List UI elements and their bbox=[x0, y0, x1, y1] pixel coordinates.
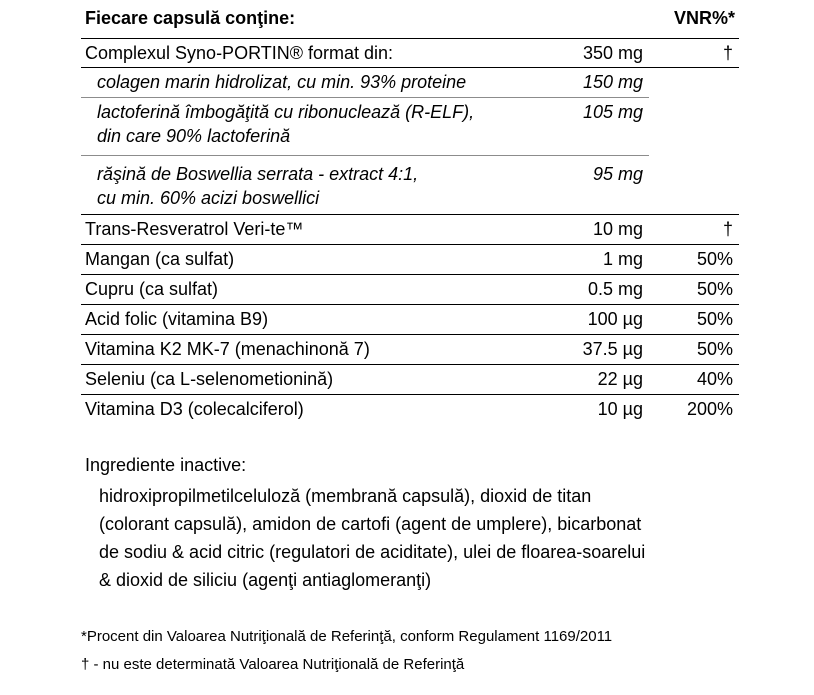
table-header-vnr: VNR%* bbox=[673, 8, 735, 28]
inactive-line: de sodiu & acid citric (regulatori de aciditate), ulei de floarea-soarelui bbox=[99, 542, 646, 562]
ingredient-amount: 10 mg bbox=[592, 219, 643, 239]
nutrition-table bbox=[81, 38, 739, 424]
ingredient-amount: 105 mg bbox=[582, 102, 643, 122]
ingredient-name: Vitamina D3 (colecalciferol) bbox=[85, 399, 304, 419]
table-row bbox=[81, 245, 739, 275]
ingredient-amount: 95 mg bbox=[592, 164, 643, 184]
inactive-line: (colorant capsulă), amidon de cartofi (agent de umplere), bicarbonat bbox=[99, 514, 642, 534]
ingredient-name-line: din care 90% lactoferină bbox=[97, 126, 291, 146]
table-row bbox=[81, 68, 649, 98]
ingredient-amount: 150 mg bbox=[582, 72, 643, 92]
table-row bbox=[81, 39, 739, 68]
ingredient-vnr: 200% bbox=[686, 399, 733, 419]
table-header-title: Fiecare capsulă conţine: bbox=[85, 8, 296, 28]
table-row bbox=[81, 215, 739, 245]
ingredient-amount: 100 µg bbox=[587, 309, 643, 329]
table-row bbox=[81, 365, 739, 395]
table-row bbox=[81, 395, 739, 424]
ingredient-amount: 22 µg bbox=[597, 369, 643, 389]
ingredient-name-line: răşină de Boswellia serrata - extract 4:1, bbox=[97, 164, 419, 184]
ingredient-amount: 10 µg bbox=[597, 399, 643, 419]
ingredient-name-line: lactoferină îmbogăţită cu ribonuclează (R-ELF), bbox=[97, 102, 475, 122]
ingredient-name bbox=[97, 162, 418, 210]
inactive-ingredients-title: Ingrediente inactive: bbox=[85, 455, 247, 475]
inactive-line: hidroxipropilmetilceluloză (membrană capsulă), dioxid de titan bbox=[99, 486, 592, 506]
table-row bbox=[81, 335, 739, 365]
table-row bbox=[81, 305, 739, 335]
ingredient-name-line: cu min. 60% acizi boswellici bbox=[97, 188, 320, 208]
inactive-line: & dioxid de siliciu (agenţi antiaglomeranţi) bbox=[99, 570, 432, 590]
ingredient-vnr: 50% bbox=[696, 309, 733, 329]
ingredient-name: colagen marin hidrolizat, cu min. 93% proteine bbox=[97, 72, 467, 92]
ingredient-name: Trans-Resveratrol Veri-te™ bbox=[85, 219, 304, 239]
inactive-ingredients-text bbox=[99, 482, 739, 594]
ingredient-vnr: 50% bbox=[696, 279, 733, 299]
table-row bbox=[81, 275, 739, 305]
ingredient-name: Mangan (ca sulfat) bbox=[85, 249, 235, 269]
ingredient-name: Vitamina K2 MK-7 (menachinonă 7) bbox=[85, 339, 370, 359]
ingredient-vnr: 50% bbox=[696, 339, 733, 359]
footnote-vnr: *Procent din Valoarea Nutriţională de Referinţă, conform Regulament 1169/2011 bbox=[81, 628, 613, 645]
ingredient-vnr: 50% bbox=[696, 249, 733, 269]
ingredient-name: Cupru (ca sulfat) bbox=[85, 279, 219, 299]
ingredient-vnr: † bbox=[722, 219, 733, 239]
ingredient-name bbox=[97, 100, 474, 148]
ingredient-name: Seleniu (ca L-selenometionină) bbox=[85, 369, 334, 389]
footnote-dagger: † - nu este determinată Valoarea Nutriţională de Referinţă bbox=[81, 656, 465, 673]
ingredient-vnr: † bbox=[722, 43, 733, 63]
table-row bbox=[81, 156, 739, 215]
ingredient-name: Complexul Syno-PORTIN® format din: bbox=[85, 43, 394, 63]
ingredient-amount: 0.5 mg bbox=[587, 279, 643, 299]
ingredient-amount: 1 mg bbox=[602, 249, 643, 269]
ingredient-vnr: 40% bbox=[696, 369, 733, 389]
ingredient-amount: 37.5 µg bbox=[582, 339, 643, 359]
ingredient-amount: 350 mg bbox=[582, 43, 643, 63]
table-row bbox=[81, 98, 649, 156]
ingredient-name: Acid folic (vitamina B9) bbox=[85, 309, 269, 329]
